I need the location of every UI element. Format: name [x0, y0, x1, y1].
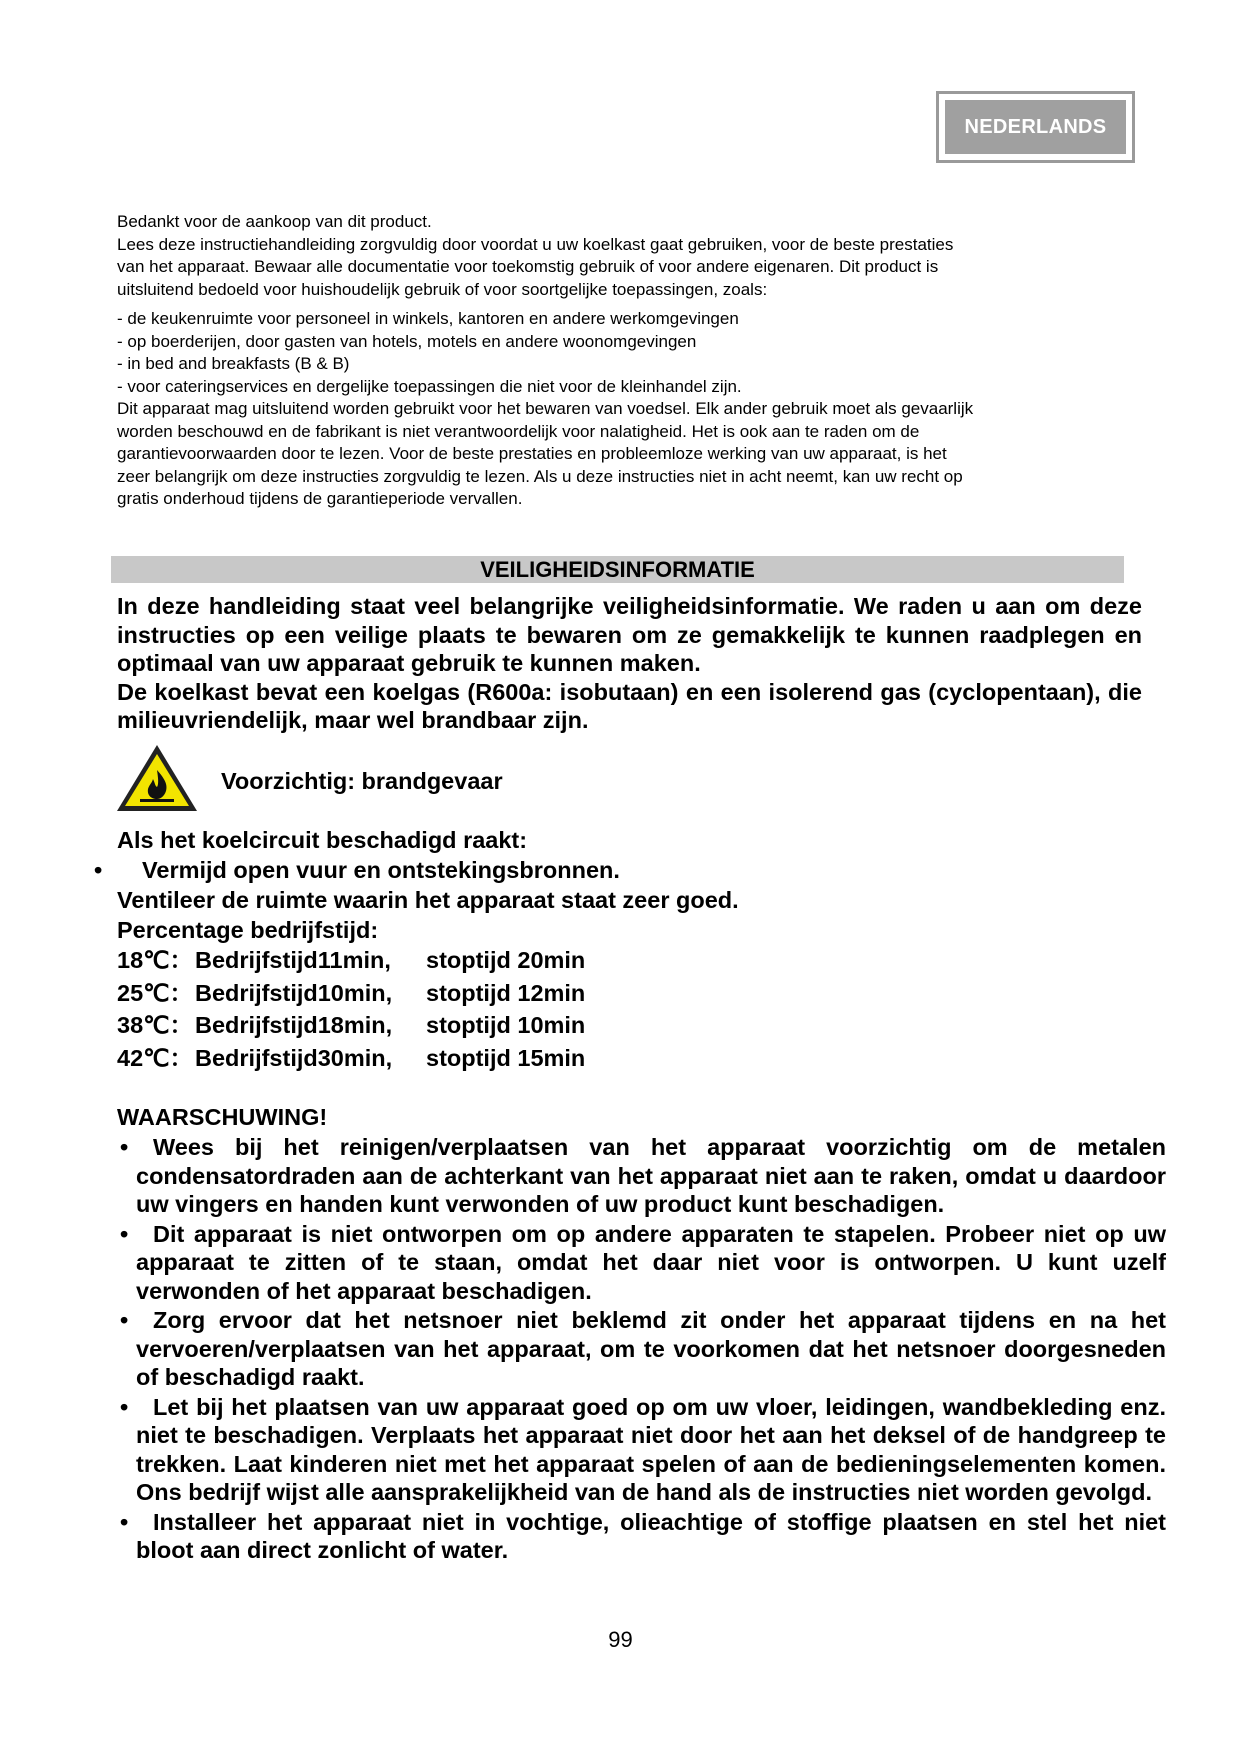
runtime-row — [117, 1042, 585, 1075]
runtime-temp: 42℃： — [117, 1044, 194, 1071]
warning-item — [120, 1306, 1166, 1392]
runtime-stop: stoptijd 10min — [426, 1012, 586, 1038]
warning-item — [120, 1393, 1166, 1507]
runtime-run: Bedrijfstijd18min, — [195, 1012, 393, 1038]
list-item: - voor cateringservices en dergelijke toepassingen die niet voor de kleinhandel zijn. — [117, 376, 742, 396]
runtime-row — [117, 977, 585, 1010]
warning-text: Zorg ervoor dat het netsnoer niet beklemd zit onder het apparaat tijdens en na het vervoeren/verplaatsen van het apparaat, om te voorkomen dat het netsnoer doorgesneden of beschadigd raakt. — [136, 1307, 1166, 1390]
runtime-temp: 38℃： — [117, 1012, 194, 1038]
circuit-block — [94, 825, 1142, 945]
runtime-run: Bedrijfstijd10min, — [195, 979, 393, 1006]
warning-list — [120, 1133, 1166, 1566]
runtime-table — [117, 944, 585, 1074]
runtime-run: Bedrijfstijd30min, — [195, 1044, 393, 1071]
list-item: - op boerderijen, door gasten van hotels, motels en andere woonomgevingen — [117, 331, 697, 351]
runtime-stop: stoptijd 20min — [426, 947, 586, 973]
warning-text: Wees bij het reinigen/verplaatsen van het apparaat voorzichtig om de metalen condensatordraden aan de achterkant van het apparaat niet aan te raken, omdat u daardoor uw vingers en handen kunt verwonden of uw product kunt beschadigen. — [136, 1134, 1166, 1217]
list-item: - in bed and breakfasts (B & B) — [117, 354, 350, 373]
bullet: • — [120, 1307, 129, 1333]
runtime-row — [117, 1009, 585, 1042]
runtime-run: Bedrijfstijd11min, — [195, 947, 391, 973]
intro-section — [117, 211, 1127, 511]
warning-item — [120, 1133, 1166, 1219]
warning-title: WAARSCHUWING! — [117, 1104, 328, 1130]
intro-line: Lees deze instructiehandleiding zorgvuldig door voordat u uw koelkast gaat gebruiken, voor de beste prestaties — [117, 234, 954, 254]
list-item: - de keukenruimte voor personeel in winkels, kantoren en andere werkomgevingen — [117, 309, 739, 328]
percentage-heading: Percentage bedrijfstijd: — [117, 917, 379, 943]
circuit-bullet — [94, 855, 1142, 885]
runtime-row — [117, 944, 585, 977]
safety-paragraph: In deze handleiding staat veel belangrijke veiligheidsinformatie. We raden u aan om deze instructies op een veilige plaats te bewaren om ze gemakkelijk te kunnen raadplegen en optimaal van uw apparaat gebruik te kunnen maken. — [117, 593, 1142, 676]
section-title: VEILIGHEIDSINFORMATIE — [111, 556, 1124, 583]
fire-warning-icon — [114, 742, 200, 814]
intro-line: Bedankt voor de aankoop van dit product. — [117, 212, 432, 231]
runtime-stop: stoptijd 15min — [426, 1044, 586, 1071]
warning-item — [120, 1508, 1166, 1565]
usage-list — [117, 308, 1127, 398]
warning-item — [120, 1220, 1166, 1306]
warning-text: Installeer het apparaat niet in vochtige, olieachtige of stoffige plaatsen en stel het niet bloot aan direct zonlicht of water. — [136, 1508, 1166, 1563]
bullet: • — [120, 1508, 129, 1535]
warning-text: Dit apparaat is niet ontworpen om op andere apparaten te stapelen. Probeer niet op uw apparaat te zitten of te staan, omdat het daar niet voor is ontworpen. U kunt uzelf verwonden of het apparaat beschadigen. — [136, 1220, 1166, 1304]
bullet: • — [94, 857, 103, 883]
circuit-heading: Als het koelcircuit beschadigd raakt: — [117, 827, 528, 853]
runtime-temp: 25℃： — [117, 979, 194, 1006]
caution-text: Voorzichtig: brandgevaar — [221, 768, 503, 794]
runtime-stop: stoptijd 12min — [426, 979, 586, 1006]
bullet: • — [120, 1220, 129, 1247]
bullet: • — [120, 1393, 129, 1420]
page-number: 99 — [608, 1627, 633, 1652]
intro-line: worden beschouwd en de fabrikant is niet verantwoordelijk voor nalatigheid. Het is ook aan te raden om de — [117, 421, 920, 441]
intro-line: gratis onderhoud tijdens de garantieperiode vervallen. — [117, 489, 523, 508]
circuit-bullet-text: Vermijd open vuur en ontstekingsbronnen. — [142, 857, 620, 883]
language-badge — [936, 91, 1135, 163]
intro-line: garantievoorwaarden door te lezen. Voor de beste prestaties en probleemloze werking van uw apparaat, is het — [117, 444, 947, 463]
intro-line: uitsluitend bedoeld voor huishoudelijk gebruik of voor soortgelijke toepassingen, zoals: — [117, 279, 768, 299]
warning-text: Let bij het plaatsen van uw apparaat goed op om uw vloer, leidingen, wandbekleding enz. niet te beschadigen. Verplaats het apparaat niet door het aan het deksel of de handgreep te trekken. Laat kinderen niet met het apparaat spelen of aan de bedieningselementen komen. Ons bedrijf wijst alle aansprakelijkheid van de hand als de instructies niet worden gevolgd. — [136, 1393, 1166, 1505]
runtime-temp: 18℃： — [117, 947, 194, 973]
safety-paragraphs — [117, 592, 1142, 735]
language-badge-label: NEDERLANDS — [945, 100, 1126, 154]
safety-paragraph: De koelkast bevat een koelgas (R600a: isobutaan) en een isolerend gas (cyclopentaan), die milieuvriendelijk, maar wel brandbaar zijn. — [117, 678, 1142, 733]
ventilate-text: Ventileer de ruimte waarin het apparaat staat zeer goed. — [117, 887, 739, 913]
intro-line: Dit apparaat mag uitsluitend worden gebruikt voor het bewaren van voedsel. Elk ander gebruik moet als gevaarlijk — [117, 399, 974, 418]
bullet: • — [120, 1134, 129, 1160]
intro-line: van het apparaat. Bewaar alle documentatie voor toekomstig gebruik of voor andere eigenaren. Dit product is — [117, 257, 939, 276]
intro-line: zeer belangrijk om deze instructies zorgvuldig te lezen. Als u deze instructies niet in acht neemt, kan uw recht op — [117, 466, 963, 486]
